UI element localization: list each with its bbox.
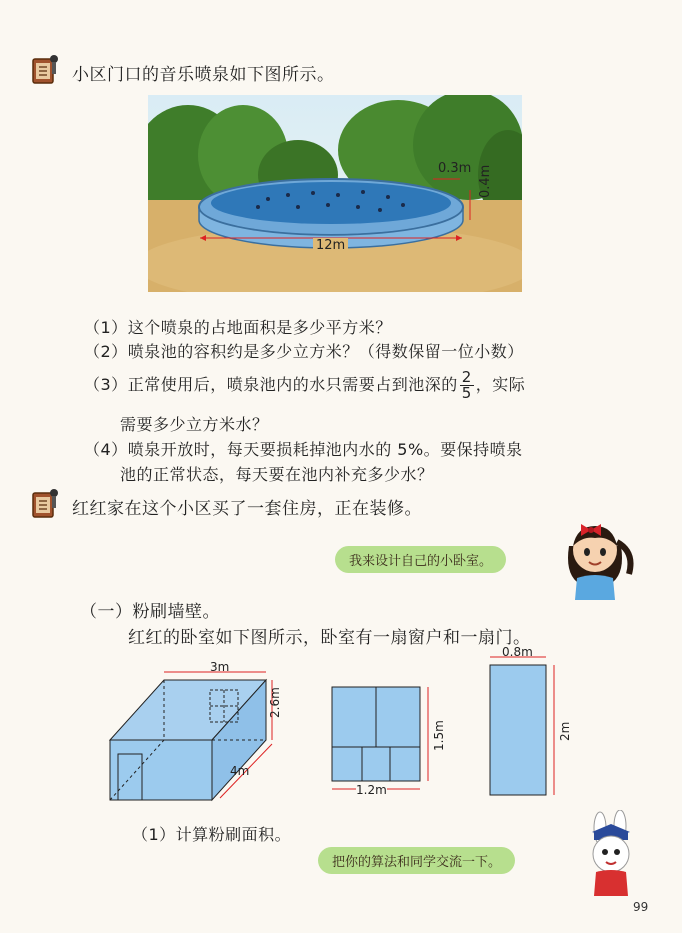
- question-number: （4）: [84, 440, 128, 459]
- question-3: [84, 370, 525, 401]
- window-diagram: [326, 685, 446, 800]
- question-4: [84, 437, 523, 460]
- question-3-line2: 需要多少立方米水？: [120, 415, 269, 434]
- window-width-label: 1.2m: [356, 783, 387, 797]
- reading-icon: [30, 487, 60, 521]
- question-text: 正常使用后，喷泉池内的水只需要占到池深的: [127, 375, 458, 394]
- subheading-paint-walls: （一）粉刷墙壁。: [80, 602, 220, 622]
- question-text: 喷泉池的容积约是多少立方米？（得数保留一位小数）: [127, 342, 524, 361]
- rabbit-speech-bubble: 把你的算法和同学交流一下。: [318, 847, 515, 874]
- room-height-label: 2.6m: [268, 687, 282, 718]
- diameter-label: 12m: [313, 238, 348, 253]
- door-height-label: 2m: [558, 721, 572, 741]
- rabbit-illustration: [580, 810, 642, 898]
- question-text-after: ，实际: [475, 375, 526, 394]
- question-2: [84, 339, 524, 362]
- girl-speech-bubble: 我来设计自己的小卧室。: [335, 546, 506, 573]
- room-length-label: 3m: [210, 660, 230, 674]
- door-diagram: [484, 645, 584, 800]
- fraction-denominator: 5: [461, 384, 472, 402]
- reading-icon: [30, 53, 60, 87]
- question-4-line2: 池的正常状态，每天要在池内补充多少水？: [120, 465, 434, 484]
- window-height-label: 1.5m: [432, 720, 446, 751]
- question-text: 这个喷泉的占地面积是多少平方米？: [127, 318, 392, 337]
- section2-intro: 红红家在这个小区买了一套住房，正在装修。: [72, 499, 422, 519]
- rim-width-label: 0.3m: [438, 161, 472, 176]
- question-text: 喷泉开放时，每天要损耗掉池内水的 5%。要保持喷泉: [127, 440, 523, 459]
- fountain-illustration: [148, 95, 522, 292]
- room-width-label: 4m: [230, 764, 250, 778]
- question-1: [84, 315, 392, 338]
- girl-illustration: [555, 512, 635, 600]
- depth-label: 0.4m: [478, 164, 493, 198]
- question-number: （3）: [84, 375, 128, 394]
- section1-intro: 小区门口的音乐喷泉如下图所示。: [72, 65, 335, 85]
- room-diagram: [100, 660, 280, 810]
- door-width-label: 0.8m: [502, 645, 533, 659]
- question-number: （2）: [84, 342, 128, 361]
- page-number: 99: [633, 900, 649, 914]
- fraction-numerator: 2: [461, 368, 472, 386]
- fraction: [460, 370, 474, 401]
- bedroom-description: 红红的卧室如下图所示，卧室有一扇窗户和一扇门。: [128, 628, 531, 648]
- task-compute-area: （1）计算粉刷面积。: [132, 825, 292, 844]
- question-number: （1）: [84, 318, 128, 337]
